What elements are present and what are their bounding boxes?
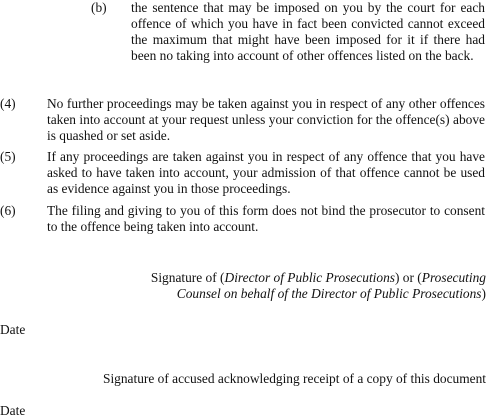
signature-role-counsel-part2: Counsel on behalf of the Director of Public Prosecutions bbox=[176, 286, 482, 301]
paragraph-4-label: (4) bbox=[0, 96, 16, 111]
paragraph-6-label: (6) bbox=[0, 203, 16, 218]
date-label-1: Date bbox=[0, 322, 26, 337]
signature-middle: ) or ( bbox=[395, 270, 422, 285]
date-label-2: Date bbox=[0, 403, 26, 418]
accused-signature-caption: Signature of accused acknowledging receipt of a copy of this document bbox=[103, 371, 486, 386]
paragraph-5-label: (5) bbox=[0, 149, 16, 164]
prosecutor-signature-caption bbox=[110, 270, 486, 302]
signature-role-counsel-part1: Prosecuting bbox=[421, 270, 486, 285]
paragraph-b-label: (b) bbox=[91, 0, 107, 15]
signature-suffix: ) bbox=[481, 286, 486, 301]
paragraph-5-text: If any proceedings are taken against you in respect of any offence that you have asked to have taken into account, your admission of that offence cannot be used as evidence against you in those proceedings. bbox=[47, 149, 485, 196]
paragraph-b-text: the sentence that may be imposed on you by the court for each offence of which you have in fact been convicted cannot exceed the maximum that might have been imposed for it if there had been no taking into account of other offences listed on the back. bbox=[131, 0, 485, 63]
prosecutor-signature-line-1 bbox=[110, 270, 486, 286]
paragraph-4-text: No further proceedings may be taken against you in respect of any other offences taken into account at your request unless your conviction for the offence(s) above is quashed or set aside. bbox=[47, 96, 485, 143]
paragraph-6-text: The filing and giving to you of this form does not bind the prosecutor to consent to the offence being taken into account. bbox=[47, 203, 485, 234]
signature-role-director: Director of Public Prosecutions bbox=[224, 270, 395, 285]
signature-prefix: Signature of ( bbox=[150, 270, 225, 285]
prosecutor-signature-line-2 bbox=[110, 286, 486, 302]
